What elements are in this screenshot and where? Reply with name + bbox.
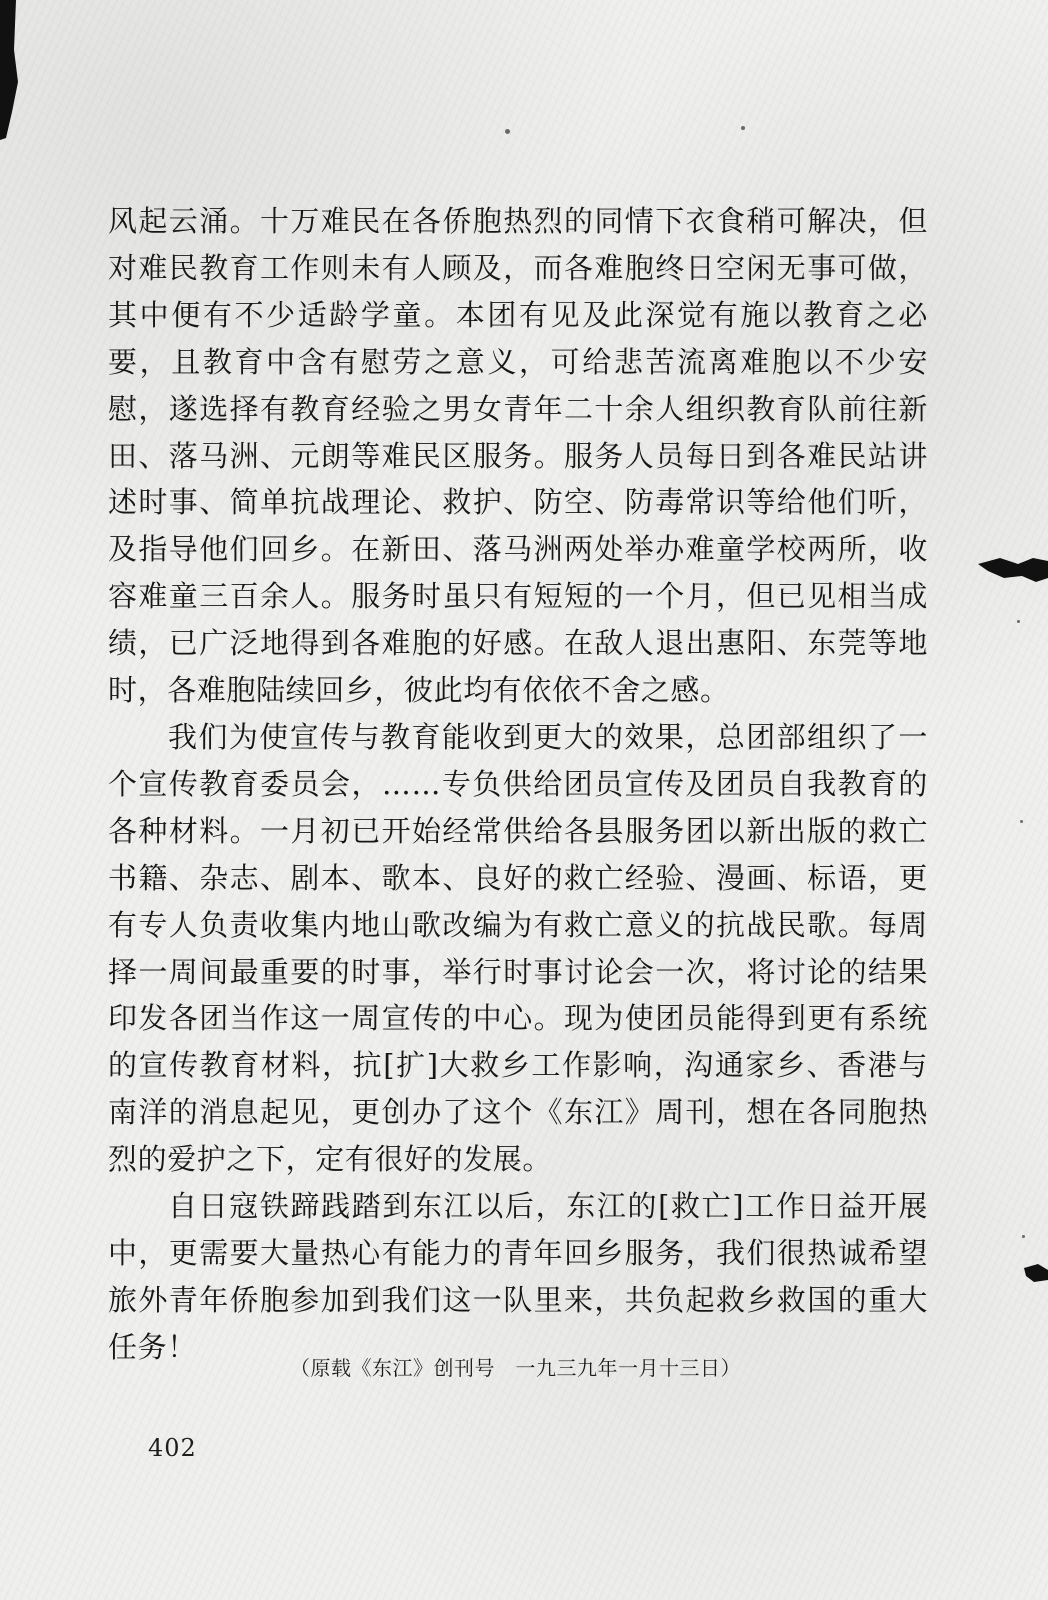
dust-speck <box>741 126 745 130</box>
article-body <box>108 198 928 1371</box>
dust-speck <box>1020 820 1023 823</box>
body-paragraph: 自日寇铁蹄践踏到东江以后，东江的[救亡]工作日益开展中，更需要大量热心有能力的青年回乡服务，我们很热诚希望旅外青年侨胞参加到我们这一队里来，共负起救乡救国的重大任务！ <box>108 1189 928 1364</box>
dust-speck <box>505 129 510 134</box>
scan-edge-mark-lower <box>1024 1262 1048 1286</box>
dust-speck <box>1022 1235 1025 1238</box>
dust-speck <box>1017 620 1020 623</box>
source-note: （原载《东江》创刊号 一九三九年一月十三日） <box>290 1356 741 1380</box>
scan-edge-mark <box>978 548 1048 590</box>
scan-corner-mark <box>0 0 24 140</box>
body-paragraph: 我们为使宣传与教育能收到更大的效果，总团部组织了一个宣传教育委员会，……专负供给团员宣传及团员自我教育的各种材料。一月初已开始经常供给各县服务团以新出版的救亡书籍、杂志、剧本、歌本、良好的救亡经验、漫画、标语，更有专人负责收集内地山歌改编为有救亡意义的抗战民歌。每周择一周间最重要的时事，举行时事讨论会一次，将讨论的结果印发各团当作这一周宣传的中心。现为使团员能得到更有系统的宣传教育材料，抗[扩]大救乡工作影响，沟通家乡、香港与南洋的消息起见，更创办了这个《东江》周刊，想在各同胞热烈的爱护之下，定有很好的发展。 <box>108 719 928 1177</box>
body-paragraph: 风起云涌。十万难民在各侨胞热烈的同情下衣食稍可解决，但对难民教育工作则未有人顾及，而各难胞终日空闲无事可做，其中便有不少适龄学童。本团有见及此深觉有施以教育之必要，且教育中含有慰劳之意义，可给悲苦流离难胞以不少安慰，遂选择有教育经验之男女青年二十余人组织教育队前往新田、落马洲、元朗等难民区服务。服务人员每日到各难民站讲述时事、简单抗战理论、救护、防空、防毒常识等给他们听，及指导他们回乡。在新田、落马洲两处举办难童学校两所，收容难童三百余人。服务时虽只有短短的一个月，但已见相当成绩，已广泛地得到各难胞的好感。在敌人退出惠阳、东莞等地时，各难胞陆续回乡，彼此均有依依不舍之感。 <box>108 204 928 708</box>
page-number: 402 <box>148 1434 197 1462</box>
